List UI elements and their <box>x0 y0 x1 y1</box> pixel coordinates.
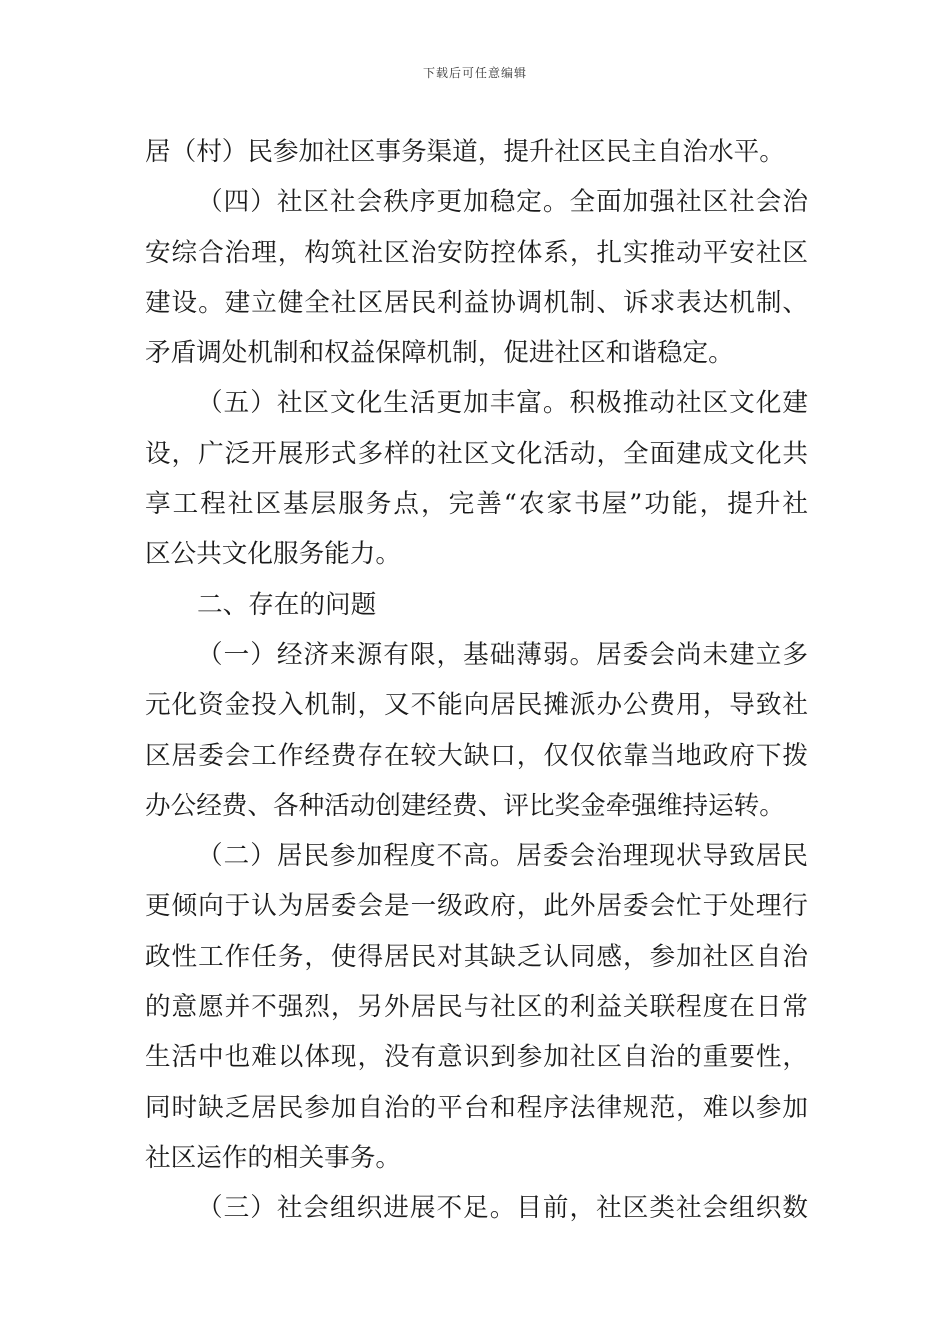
text-line: 享工程社区基层服务点，完善“农家书屋”功能，提升社 <box>145 489 808 520</box>
text-line: 更倾向于认为居委会是一级政府，此外居委会忙于处理行 <box>145 891 808 922</box>
text-line: （四）社区社会秩序更加稳定。全面加强社区社会治 <box>197 187 808 218</box>
text-line: 元化资金投入机制，又不能向居民摊派办公费用，导致社 <box>145 690 808 721</box>
text-line: 区公共文化服务能力。 <box>145 539 401 570</box>
text-line: 同时缺乏居民参加自治的平台和程序法律规范，难以参加 <box>145 1092 808 1123</box>
text-line: 设，广泛开展形式多样的社区文化活动，全面建成文化共 <box>145 438 808 469</box>
text-line: 社区运作的相关事务。 <box>145 1142 401 1173</box>
text-line: 居（村）民参加社区事务渠道，提升社区民主自治水平。 <box>145 137 785 167</box>
text-line: 办公经费、各种活动创建经费、评比奖金牵强维持运转。 <box>145 790 785 821</box>
document-body <box>145 127 808 1234</box>
text-line: 建设。建立健全社区居民利益协调机制、诉求表达机制、 <box>145 287 808 318</box>
text-line: （二）居民参加程度不高。居委会治理现状导致居民 <box>197 841 808 872</box>
text-line: 二、存在的问题 <box>197 589 377 620</box>
page-header-note: 下载后可任意编辑 <box>422 66 527 80</box>
text-line: 矛盾调处机制和权益保障机制，促进社区和谐稳定。 <box>145 338 734 369</box>
text-line: 生活中也难以体现，没有意识到参加社区自治的重要性， <box>145 1042 808 1073</box>
text-line: （一）经济来源有限，基础薄弱。居委会尚未建立多 <box>197 639 808 670</box>
text-line: （三）社会组织进展不足。目前，社区类社会组织数 <box>197 1193 808 1224</box>
text-line: 区居委会工作经费存在较大缺口，仅仅依靠当地政府下拨 <box>145 740 808 771</box>
text-line: 政性工作任务，使得居民对其缺乏认同感，参加社区自治 <box>145 941 808 972</box>
text-line: 的意愿并不强烈，另外居民与社区的利益关联程度在日常 <box>145 992 808 1023</box>
text-line: 安综合治理，构筑社区治安防控体系，扎实推动平安社区 <box>145 237 808 268</box>
text-line: （五）社区文化生活更加丰富。积极推动社区文化建 <box>197 388 808 419</box>
